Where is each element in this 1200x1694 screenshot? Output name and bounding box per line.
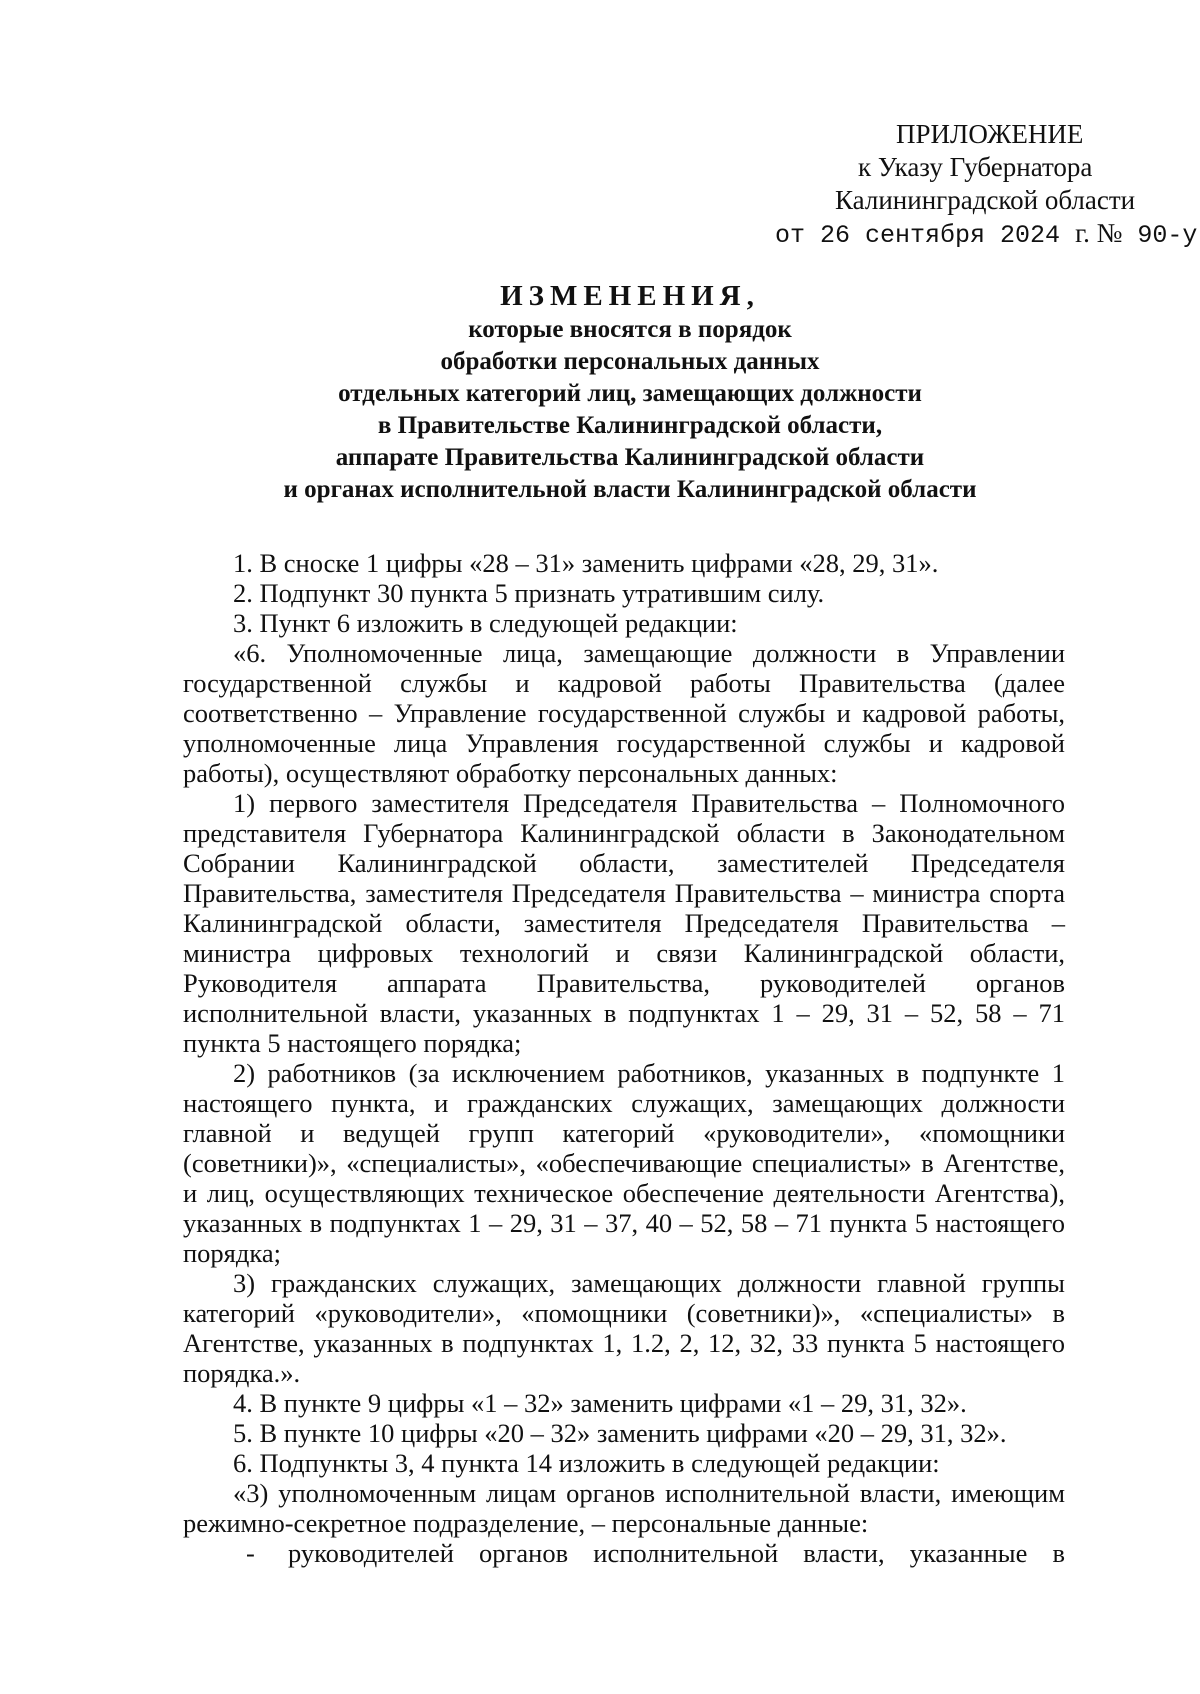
dash-list-item	[183, 1538, 1065, 1568]
dash-marker: -	[246, 1538, 255, 1568]
title-line: отдельных категорий лиц, замещающих должности	[338, 380, 922, 407]
title-line: аппарате Правительства Калининградской области	[335, 444, 925, 471]
title-line: в Правительстве Калининградской области,	[377, 412, 883, 439]
document-title	[180, 278, 1080, 506]
paragraph: «6. Уполномоченные лица, замещающие должности в Управлении государственной службы и кадровой работы Правительства (далее соответственно – Управление государственной службы и кадровой работы, уполномоченные лица Управления государственной службы и кадровой работы), осуществляют обработку персональных данных:	[183, 638, 1065, 788]
paragraph: «3) уполномоченным лицам органов исполнительной власти, имеющим режимно-секретное подразделение, – персональные данные:	[183, 1478, 1065, 1538]
decree-reference: к Указу Губернатора	[858, 152, 1093, 182]
decree-date: от 26 сентября 2024	[775, 221, 1061, 250]
decree-number-label: г. №	[1075, 218, 1123, 248]
dash-item-text: руководителей органов исполнительной власти, указанные в	[288, 1538, 1065, 1568]
title-line: обработки персональных данных	[440, 348, 820, 375]
paragraph: 5. В пункте 10 цифры «20 – 32» заменить цифрами «20 – 29, 31, 32».	[233, 1418, 1007, 1448]
paragraph: 2) работников (за исключением работников, указанных в подпункте 1 настоящего пункта, и гражданских служащих, замещающих должности главной и ведущей групп категорий «руководители», «помощники (советники)», «специалисты», «обеспечивающие специалисты» в Агентстве, и лиц, осуществляющих техническое обеспечение деятельности Агентства), указанных в подпунктах 1 – 29, 31 – 37, 40 – 52, 58 – 71 пункта 5 настоящего порядка;	[183, 1058, 1065, 1268]
decree-date-number	[775, 217, 1197, 252]
paragraph: 4. В пункте 9 цифры «1 – 32» заменить цифрами «1 – 29, 31, 32».	[233, 1388, 967, 1418]
title-line: которые вносятся в порядок	[468, 316, 792, 343]
paragraph: 3) гражданских служащих, замещающих должности главной группы категорий «руководители», «помощники (советники)», «специалисты» в Агентстве, указанных в подпунктах 1, 1.2, 2, 12, 32, 33 пункта 5 настоящего порядка.».	[183, 1268, 1065, 1388]
region-name: Калининградской области	[835, 185, 1136, 215]
paragraph: 1. В сноске 1 цифры «28 – 31» заменить цифрами «28, 29, 31».	[233, 548, 939, 578]
appendix-label: ПРИЛОЖЕНИЕ	[896, 119, 1084, 149]
document-body	[183, 548, 1065, 1568]
paragraph: 1) первого заместителя Председателя Правительства – Полномочного представителя Губернатора Калининградской области в Законодательном Собрании Калининградской области, заместителей Председателя Правительства, заместителя Председателя Правительства – министра спорта Калининградской области, заместителя Председателя Правительства – министра цифровых технологий и связи Калининградской области, Руководителя аппарата Правительства, руководителей органов исполнительной власти, указанных в подпунктах 1 – 29, 31 – 52, 58 – 71 пункта 5 настоящего порядка;	[183, 788, 1065, 1058]
paragraph: 3. Пункт 6 изложить в следующей редакции:	[233, 608, 738, 638]
paragraph: 6. Подпункты 3, 4 пункта 14 изложить в следующей редакции:	[233, 1448, 940, 1478]
decree-number: 90-у	[1137, 221, 1198, 250]
paragraph: 2. Подпункт 30 пункта 5 признать утратившим силу.	[233, 578, 825, 608]
title-main: ИЗМЕНЕНИЯ,	[500, 280, 760, 312]
title-line: и органах исполнительной власти Калининградской области	[283, 476, 977, 503]
